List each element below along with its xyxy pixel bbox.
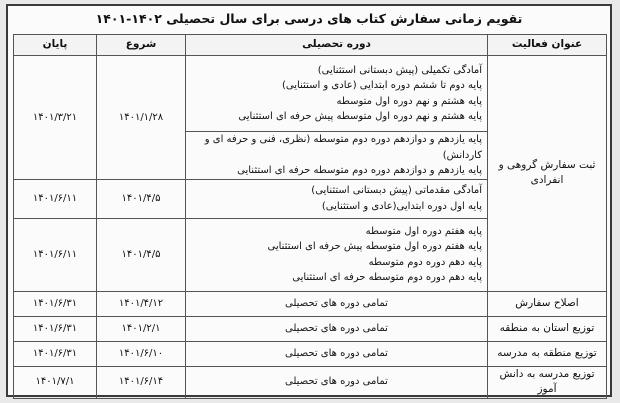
start-date-cell: ۱۴۰۱/۶/۱۰ (97, 341, 186, 366)
schedule-table (13, 34, 607, 399)
period-line: آمادگی تکمیلی (پیش دبستانی استثنایی) (317, 64, 482, 76)
period-line: پایه دهم دوره دوم متوسطه حرفه ای استثنایی (292, 272, 482, 283)
start-date-cell: ۱۴۰۱/۲/۱ (97, 316, 186, 341)
start-date-cell: ۱۴۰۱/۴/۵ (97, 179, 186, 218)
activity-cell: توزیع مدرسه به دانش آموز (488, 366, 607, 398)
period-line: پایه یازدهم و دوازدهم دوره دوم متوسطه حرفه ای استثنایی (237, 165, 482, 176)
table-row (14, 316, 607, 341)
header-end: پایان (14, 35, 97, 56)
header-period: دوره تحصیلی (186, 35, 488, 56)
start-date-cell: ۱۴۰۱/۱/۲۸ (97, 56, 186, 180)
period-line: آمادگی مقدماتی (پیش دبستانی استثنایی) (311, 185, 482, 196)
period-cell: تمامی دوره های تحصیلی (186, 341, 488, 366)
table-row (14, 56, 607, 132)
group-activity-cell (488, 56, 607, 292)
period-cell: تمامی دوره های تحصیلی (186, 366, 488, 398)
end-date-cell: ۱۴۰۱/۶/۳۱ (14, 341, 97, 366)
header-row (14, 35, 607, 56)
activity-cell: توزیع استان به منطقه (488, 316, 607, 341)
table-row (14, 341, 607, 366)
start-date-cell: ۱۴۰۱/۴/۱۲ (97, 291, 186, 316)
end-date-cell: ۱۴۰۱/۶/۱۱ (14, 179, 97, 218)
table-row (14, 291, 607, 316)
period-line: پایه هشتم و نهم دوره اول متوسطه پیش حرفه ای استثنایی (238, 111, 482, 122)
period-line: پایه دهم دوره دوم متوسطه (368, 256, 482, 268)
period-line: پایه یازدهم و دوازدهم دوره دوم متوسطه (نظری، فنی و حرفه ای و کاردانش) (204, 134, 482, 161)
header-start: شروع (97, 35, 186, 56)
document-frame (6, 4, 612, 397)
start-date-cell: ۱۴۰۱/۴/۵ (97, 218, 186, 291)
activity-cell: اصلاح سفارش (488, 291, 607, 316)
period-cell (186, 218, 488, 291)
period-line: پایه هفتم دوره اول متوسطه پیش حرفه ای استثنایی (267, 241, 482, 252)
activity-cell: توزیع منطقه به مدرسه (488, 341, 607, 366)
period-cell (186, 56, 488, 132)
end-date-cell: ۱۴۰۱/۶/۳۱ (14, 291, 97, 316)
period-cell (186, 132, 488, 180)
end-date-cell: ۱۴۰۱/۷/۱ (14, 366, 97, 398)
period-line: پایه هفتم دوره اول متوسطه (365, 225, 482, 237)
group-activity-label: ثبت سفارش گروهی و انفرادی (498, 158, 596, 187)
period-cell: تمامی دوره های تحصیلی (186, 291, 488, 316)
end-date-cell: ۱۴۰۱/۶/۳۱ (14, 316, 97, 341)
period-line: پایه اول دوره ابتدایی(عادی و استثنایی) (321, 200, 482, 212)
period-line: پایه هشتم و نهم دوره اول متوسطه (336, 95, 482, 107)
document-title: تقویم زمانی سفارش کتاب های درسی برای سال تحصیلی ۱۴۰۲-۱۴۰۱ (95, 11, 523, 26)
end-date-cell: ۱۴۰۱/۶/۱۱ (14, 218, 97, 291)
end-date-cell: ۱۴۰۱/۳/۲۱ (14, 56, 97, 180)
period-cell: تمامی دوره های تحصیلی (186, 316, 488, 341)
start-date-cell: ۱۴۰۱/۶/۱۴ (97, 366, 186, 398)
period-cell (186, 179, 488, 218)
header-activity: عنوان فعالیت (488, 35, 607, 56)
table-row (14, 366, 607, 398)
period-line: پایه دوم تا ششم دوره ابتدایی (عادی و استثنایی) (281, 80, 482, 91)
